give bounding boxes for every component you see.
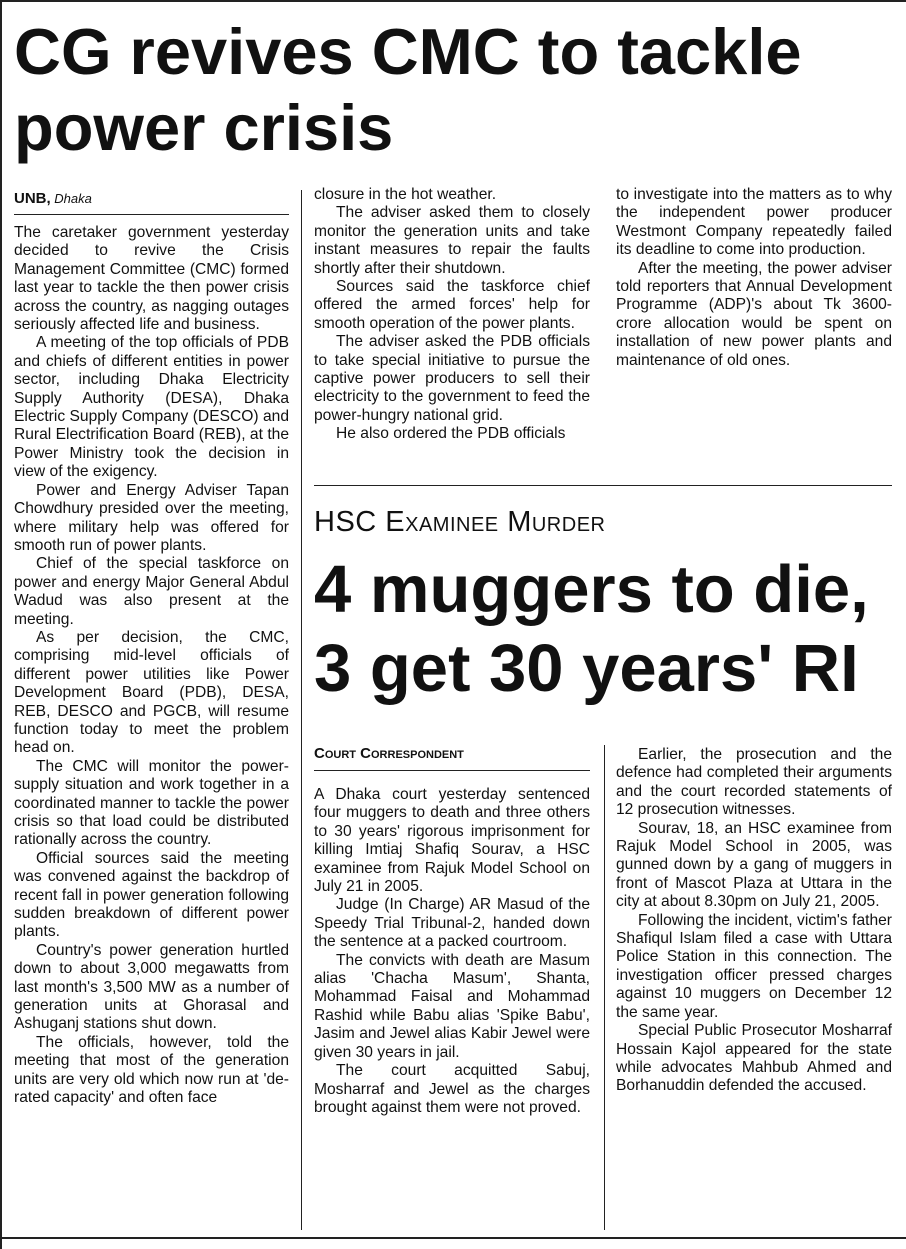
column-divider	[301, 190, 302, 1230]
story1-byline-rule	[14, 214, 289, 215]
bottom-border	[0, 1237, 906, 1239]
story-separator-rule	[314, 485, 892, 486]
story1-byline	[14, 190, 92, 207]
left-border	[0, 0, 2, 1249]
story1-paragraph: Power and Energy Adviser Tapan Chowdhury presided over the meeting, where military help was offered for smooth run of power plants.	[14, 481, 289, 554]
story1-paragraph: to investigate into the matters as to why the independent power producer Westmont Company repeatedly failed its deadline to come into production.	[616, 186, 892, 259]
story2-byline-rule	[314, 770, 590, 771]
story2-headline: 4 muggers to die, 3 get 30 years' RI	[314, 552, 869, 706]
story1-paragraph: Official sources said the meeting was convened against the backdrop of recent fall in power generation following sudden breakdown of different power plants.	[14, 849, 289, 941]
story1-paragraph: The CMC will monitor the power-supply situation and work together in a coordinated manner to tackle the power crisis so that load could be distributed rationally across the country.	[14, 757, 289, 849]
story1-byline-agency: UNB,	[14, 190, 51, 207]
story2-byline: Court Correspondent	[314, 745, 464, 762]
story1-paragraph: The adviser asked the PDB officials to take special initiative to pursue the captive power producers to sell their electricity to the government to feed the power-hungry national grid.	[314, 333, 590, 424]
story2-paragraph: The convicts with death are Masum alias 'Chacha Masum', Shanta, Mohammad Faisal and Mohammad Rashid while Babu alias 'Spike Babu', Jasim and Jewel alias Kabir Jewel were given 30 years in jail.	[314, 951, 590, 1061]
story1-paragraph: A meeting of the top officials of PDB and chiefs of different entities in power sector, including Dhaka Electricity Supply Authority (DESA), Dhaka Electric Supply Company (DESCO) and Rural Electrification Board (REB), at the Power Ministry took the decision in view of the exigency.	[14, 334, 289, 481]
story2-paragraph: Judge (In Charge) AR Masud of the Speedy Trial Tribunal-2, handed down the sentence at a packed courtroom.	[314, 896, 590, 951]
story2-paragraph: Following the incident, victim's father Shafiqul Islam filed a case with Uttara Police Station in this connection. The investigation officer pressed charges against 10 muggers on December 12 the same year.	[616, 911, 892, 1021]
story1-paragraph: The officials, however, told the meeting that most of the generation units are very old which now run at 'de-rated capacity' and often face	[14, 1033, 289, 1107]
story2-paragraph: Sourav, 18, an HSC examinee from Rajuk Model School in 2005, was gunned down by a gang of muggers in front of Mascot Plaza at Uttara in the city at about 8.30pm on July 21, 2005.	[616, 819, 892, 911]
story1-paragraph: Chief of the special taskforce on power and energy Major General Abdul Wadud was also present at the meeting.	[14, 555, 289, 628]
top-border	[0, 0, 906, 2]
story1-paragraph: As per decision, the CMC, comprising mid-level officials of different power utilities like Power Development Board (PDB), DESA, REB, DESCO and PGCB, will resume function today to meet the problem head on.	[14, 628, 289, 757]
story1-paragraph: Sources said the taskforce chief offered the armed forces' help for smooth operation of the power plants.	[314, 278, 590, 332]
story1-column-2	[314, 186, 590, 444]
story1-paragraph: Country's power generation hurtled down to about 3,000 megawatts from last month's 3,500 MW as a number of generation units at Ghorasal and Ashuganj stations shut down.	[14, 941, 289, 1033]
story1-column-1	[14, 224, 289, 1108]
story1-paragraph: He also ordered the PDB officials	[336, 425, 566, 443]
story1-paragraph: The adviser asked them to closely monitor the generation units and take instant measures to repair the faults shortly after their shutdown.	[314, 204, 590, 277]
story2-paragraph: Special Public Prosecutor Mosharraf Hossain Kajol appeared for the state while advocates Mahbub Ahmed and Borhanuddin defended the accused.	[616, 1022, 892, 1095]
story1-paragraph: closure in the hot weather.	[314, 186, 497, 203]
story2-column-2	[616, 746, 892, 1096]
story2-column-1	[314, 786, 590, 1117]
story2-paragraph: Earlier, the prosecution and the defence had completed their arguments and the court recorded statements of 12 prosecution witnesses.	[616, 746, 892, 819]
column-divider	[604, 745, 605, 1230]
story1-paragraph: After the meeting, the power adviser told reporters that Annual Development Programme (ADP)'s about Tk 3600-crore allocation would be spent on installation of new power plants and maintenance of old ones.	[616, 259, 892, 369]
story1-paragraph: The caretaker government yesterday decided to revive the Crisis Management Committee (CMC) formed last year to tackle the then power crisis across the country, as nagging outages seriously affected life and business.	[14, 224, 289, 334]
story1-headline: CG revives CMC to tackle power crisis	[14, 15, 802, 164]
story2-paragraph: The court acquitted Sabuj, Mosharraf and Jewel as the charges brought against them were not proved.	[314, 1062, 590, 1116]
story1-byline-place: Dhaka	[54, 191, 92, 206]
story1-column-3	[616, 186, 892, 370]
story2-paragraph: A Dhaka court yesterday sentenced four muggers to death and three others to 30 years' rigorous imprisonment for killing Imtiaj Shafiq Sourav, a HSC examinee from Rajuk Model School on July 21 in 2005.	[314, 786, 590, 896]
story2-kicker: HSC Examinee Murder	[314, 506, 606, 538]
